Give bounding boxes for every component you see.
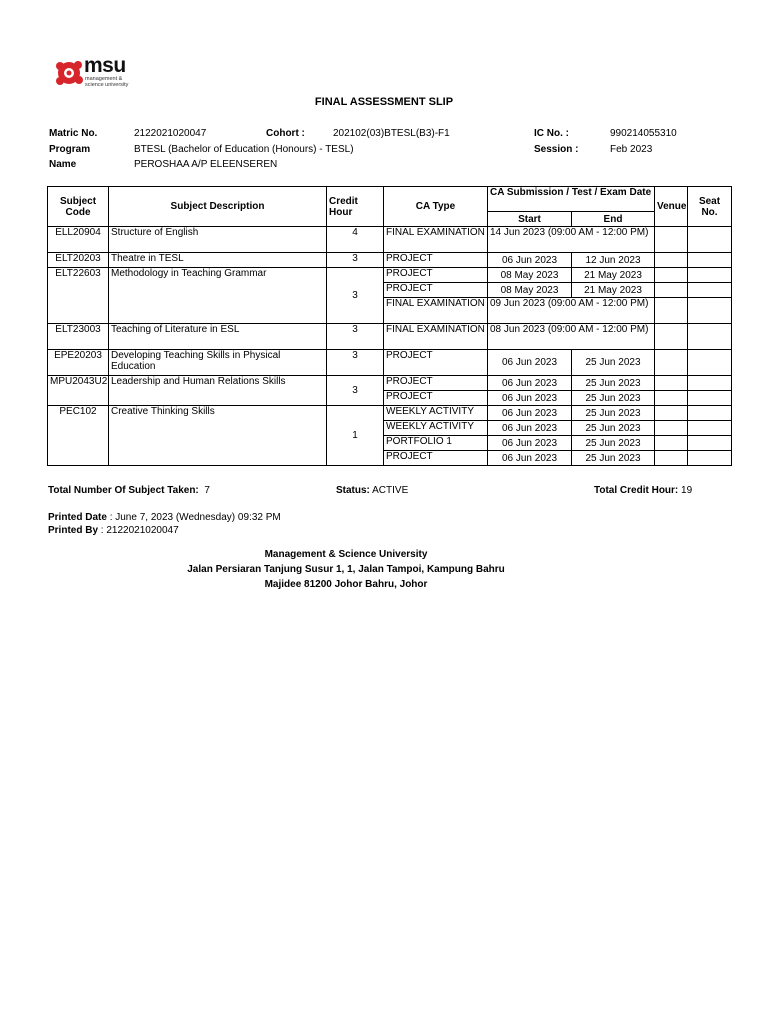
exam-date-cell: 14 Jun 2023 (09:00 AM - 12:00 PM) [488,227,655,253]
start-date-cell: 06 Jun 2023 [488,376,572,391]
end-date-cell: 25 Jun 2023 [572,436,655,451]
exam-date-cell: 09 Jun 2023 (09:00 AM - 12:00 PM) [488,298,655,324]
end-date-cell: 21 May 2023 [572,268,655,283]
table-row [48,350,732,376]
header-venue: Venue [655,187,688,227]
ca-type-cell: PROJECT [384,253,488,268]
subject-code-cell: MPU2043U2 [48,376,109,406]
end-date-cell: 25 Jun 2023 [572,421,655,436]
seat-no-cell [688,406,732,421]
seat-no-cell [688,253,732,268]
start-date-cell: 06 Jun 2023 [488,391,572,406]
subject-description-cell: Theatre in TESL [109,253,327,268]
venue-cell [655,406,688,421]
venue-cell [655,298,688,324]
subject-code-cell: ELT23003 [48,324,109,350]
seat-no-cell [688,227,732,253]
address-line-1: Management & Science University [264,549,428,560]
exam-date-cell: 08 Jun 2023 (09:00 AM - 12:00 PM) [488,324,655,350]
ca-type-cell: PORTFOLIO 1 [384,436,488,451]
printed-date-value: : June 7, 2023 (Wednesday) 09:32 PM [109,512,281,523]
printed-by [48,525,179,536]
seat-no-cell [688,268,732,283]
header-subject-description: Subject Description [109,187,327,227]
total-credit [594,485,692,496]
subject-description-cell: Creative Thinking Skills [109,406,327,466]
table-row [48,253,732,268]
seat-no-cell [688,421,732,436]
seat-no-cell [688,283,732,298]
credit-hour-cell: 3 [327,376,384,406]
end-date-cell: 12 Jun 2023 [572,253,655,268]
name-label: Name [49,159,77,170]
msu-emblem-icon [54,58,84,88]
ca-type-cell: FINAL EXAMINATION [384,227,488,253]
table-row [48,376,732,391]
end-date-cell: 25 Jun 2023 [572,406,655,421]
ca-type-cell: PROJECT [384,350,488,376]
venue-cell [655,253,688,268]
credit-hour-cell: 4 [327,227,384,253]
name-value: PEROSHAA A/P ELEENSEREN [134,159,278,170]
cohort-label: Cohort : [266,128,305,139]
ca-type-cell: PROJECT [384,451,488,466]
start-date-cell: 08 May 2023 [488,268,572,283]
seat-no-cell [688,451,732,466]
credit-hour-cell: 3 [327,253,384,268]
ic-label: IC No. : [534,128,569,139]
status-value: ACTIVE [372,485,409,496]
subject-code-cell: ELL20904 [48,227,109,253]
venue-cell [655,324,688,350]
subject-description-cell: Methodology in Teaching Grammar [109,268,327,324]
venue-cell [655,350,688,376]
seat-no-cell [688,324,732,350]
table-row [48,324,732,350]
header-ca-type: CA Type [384,187,488,227]
matric-label: Matric No. [49,128,98,139]
header-start: Start [488,212,572,227]
total-subject [48,485,210,496]
address-line-3: Majidee 81200 Johor Bahru, Johor [264,579,428,590]
seat-no-cell [688,391,732,406]
start-date-cell: 06 Jun 2023 [488,436,572,451]
ic-value: 990214055310 [610,128,677,139]
session-label: Session : [534,144,579,155]
ca-type-cell: PROJECT [384,376,488,391]
seat-no-cell [688,436,732,451]
status [336,485,408,496]
program-value: BTESL (Bachelor of Education (Honours) - TESL) [134,144,354,155]
venue-cell [655,268,688,283]
page-title: FINAL ASSESSMENT SLIP [314,96,454,108]
end-date-cell: 25 Jun 2023 [572,451,655,466]
subject-description-cell: Teaching of Literature in ESL [109,324,327,350]
credit-hour-cell: 3 [327,350,384,376]
table-row [48,406,732,421]
credit-hour-cell: 3 [327,324,384,350]
printed-by-label: Printed By [48,525,99,536]
end-date-cell: 25 Jun 2023 [572,376,655,391]
msu-logo [54,56,138,90]
total-credit-value: 19 [681,485,693,496]
end-date-cell: 21 May 2023 [572,283,655,298]
printed-date [48,512,281,523]
total-credit-label: Total Credit Hour: [594,485,679,496]
end-date-cell: 25 Jun 2023 [572,391,655,406]
matric-value: 2122021020047 [134,128,207,139]
ca-type-cell: WEEKLY ACTIVITY [384,421,488,436]
program-label: Program [49,144,91,155]
start-date-cell: 06 Jun 2023 [488,451,572,466]
end-date-cell: 25 Jun 2023 [572,350,655,376]
session-value: Feb 2023 [610,144,653,155]
header-subject-code: Subject Code [48,187,109,227]
subject-code-cell: ELT20203 [48,253,109,268]
ca-type-cell: FINAL EXAMINATION [384,298,488,324]
ca-type-cell: WEEKLY ACTIVITY [384,406,488,421]
subject-code-cell: ELT22603 [48,268,109,324]
printed-by-value: : 2122021020047 [100,525,179,536]
start-date-cell: 06 Jun 2023 [488,421,572,436]
ca-type-cell: PROJECT [384,283,488,298]
header-credit-hour: Credit Hour [327,187,384,227]
seat-no-cell [688,298,732,324]
assessment-table [47,186,732,466]
logo-wordmark: msu [84,54,126,77]
venue-cell [655,391,688,406]
table-row [48,268,732,283]
header-end: End [572,212,655,227]
ca-type-cell: FINAL EXAMINATION [384,324,488,350]
printed-date-label: Printed Date [48,512,107,523]
venue-cell [655,421,688,436]
venue-cell [655,227,688,253]
ca-type-cell: PROJECT [384,391,488,406]
header-date-group: CA Submission / Test / Exam Date [488,187,655,212]
venue-cell [655,376,688,391]
start-date-cell: 06 Jun 2023 [488,350,572,376]
subject-code-cell: PEC102 [48,406,109,466]
status-label: Status: [336,485,370,496]
subject-description-cell: Leadership and Human Relations Skills [109,376,327,406]
start-date-cell: 06 Jun 2023 [488,253,572,268]
table-row [48,227,732,253]
seat-no-cell [688,350,732,376]
ca-type-cell: PROJECT [384,268,488,283]
subject-description-cell: Developing Teaching Skills in Physical Education [109,350,327,376]
cohort-value: 202102(03)BTESL(B3)-F1 [333,128,450,139]
address-line-2: Jalan Persiaran Tanjung Susur 1, 1, Jalan Tampoi, Kampung Bahru [187,564,505,575]
credit-hour-cell: 1 [327,406,384,466]
start-date-cell: 06 Jun 2023 [488,406,572,421]
total-subject-value: 7 [204,485,210,496]
venue-cell [655,451,688,466]
table-body [48,227,732,466]
subject-code-cell: EPE20203 [48,350,109,376]
venue-cell [655,283,688,298]
header-seat-no: Seat No. [688,187,732,227]
credit-hour-cell: 3 [327,268,384,324]
venue-cell [655,436,688,451]
seat-no-cell [688,376,732,391]
total-subject-label: Total Number Of Subject Taken: [48,485,199,496]
logo-subtext: management & science university [85,76,129,88]
start-date-cell: 08 May 2023 [488,283,572,298]
subject-description-cell: Structure of English [109,227,327,253]
